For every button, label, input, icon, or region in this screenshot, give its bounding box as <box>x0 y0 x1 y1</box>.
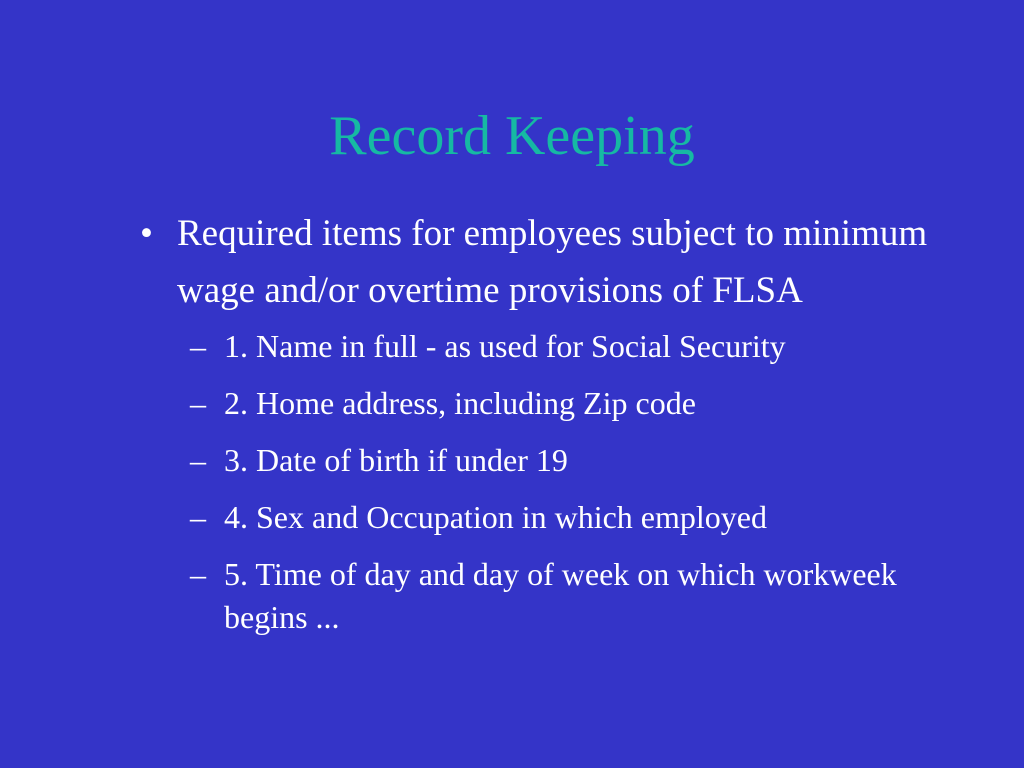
dash-marker: – <box>190 556 206 592</box>
sub-bullet-text: 3. Date of birth if under 19 <box>224 442 568 478</box>
bullet-text: Required items for employees subject to minimum wage and/or overtime provisions of FLSA <box>177 213 928 311</box>
dash-marker: – <box>190 328 206 364</box>
bullet-marker: • <box>140 213 153 254</box>
dash-marker: – <box>190 442 206 478</box>
dash-marker: – <box>190 385 206 421</box>
sub-bullet-text: 5. Time of day and day of week on which workweek begins ... <box>224 556 897 635</box>
sub-bullet-text: 1. Name in full - as used for Social Security <box>224 328 786 364</box>
dash-marker: – <box>190 499 206 535</box>
sub-bullet-item <box>190 553 980 639</box>
sub-bullet-text: 4. Sex and Occupation in which employed <box>224 499 767 535</box>
slide-title: Record Keeping <box>329 105 695 167</box>
sub-bullet-item <box>190 325 980 368</box>
sub-bullet-text: 2. Home address, including Zip code <box>224 385 696 421</box>
sub-bullet-item <box>190 496 980 539</box>
slide-body <box>140 205 980 653</box>
sub-bullet-list <box>190 325 980 639</box>
sub-bullet-item <box>190 382 980 425</box>
sub-bullet-item <box>190 439 980 482</box>
bullet-item <box>140 205 980 319</box>
